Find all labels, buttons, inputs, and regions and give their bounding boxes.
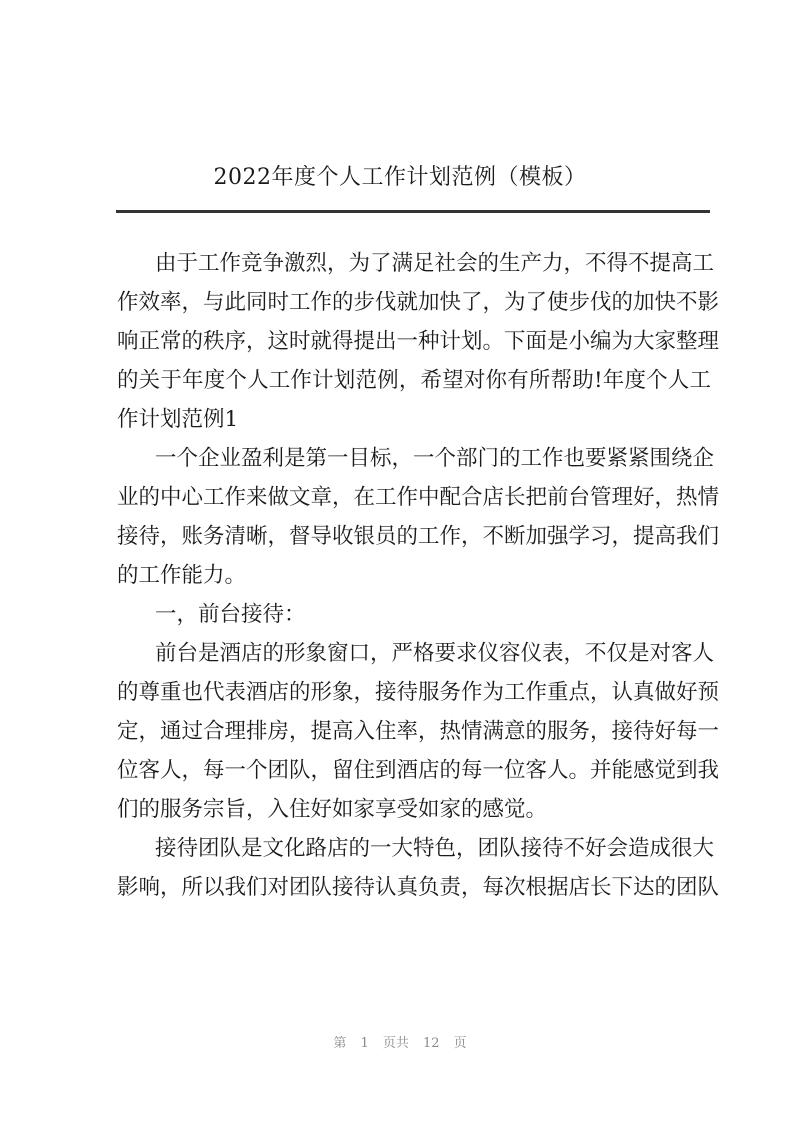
paragraph [117,439,720,595]
text-line: 接待，账务清晰，督导收银员的工作，不断加强学习，提高我们 [117,524,720,549]
text-line: 前台是酒店的形象窗口，严格要求仪容仪表，不仅是对客人 [155,641,715,666]
text-line: 定，通过合理排房，提高入住率，热情满意的服务，接待好每一 [117,719,720,744]
text-line: 一，前台接待： [155,602,306,627]
title-divider [116,210,710,213]
text-line: 作效率，与此同时工作的步伐就加快了，为了使步伐的加快不影 [117,290,720,315]
text-line: 影响，所以我们对团队接待认真负责，每次根据店长下达的团队 [117,875,720,900]
paragraph [117,595,711,634]
paragraph [117,244,720,439]
text-line: 接待团队是文化路店的一大特色，团队接待不好会造成很大 [155,836,715,861]
text-line: 作计划范例1 [117,407,239,432]
text-line: 的尊重也代表酒店的形象，接待服务作为工作重点，认真做好预 [117,680,720,705]
text-line: 的工作能力。 [117,563,247,588]
paragraph [117,829,720,907]
text-line: 一个企业盈利是第一目标，一个部门的工作也要紧紧围绕企 [155,446,715,471]
page-footer: 第 1 页共 12 页 [333,1036,467,1051]
text-line: 由于工作竞争激烈，为了满足社会的生产力，不得不提高工 [155,251,715,276]
page-title: 2022年度个人工作计划范例（模板） [213,165,587,190]
text-line: 响正常的秩序，这时就得提出一种计划。下面是小编为大家整理 [117,329,720,354]
text-line: 位客人，每一个团队，留住到酒店的每一位客人。并能感觉到我 [117,758,720,783]
text-line: 们的服务宗旨，入住好如家享受如家的感觉。 [117,797,548,822]
document-body [117,244,720,907]
text-line: 业的中心工作来做文章，在工作中配合店长把前台管理好，热情 [117,485,720,510]
text-line: 的关于年度个人工作计划范例，希望对你有所帮助!年度个人工 [117,368,711,393]
paragraph [117,634,720,829]
